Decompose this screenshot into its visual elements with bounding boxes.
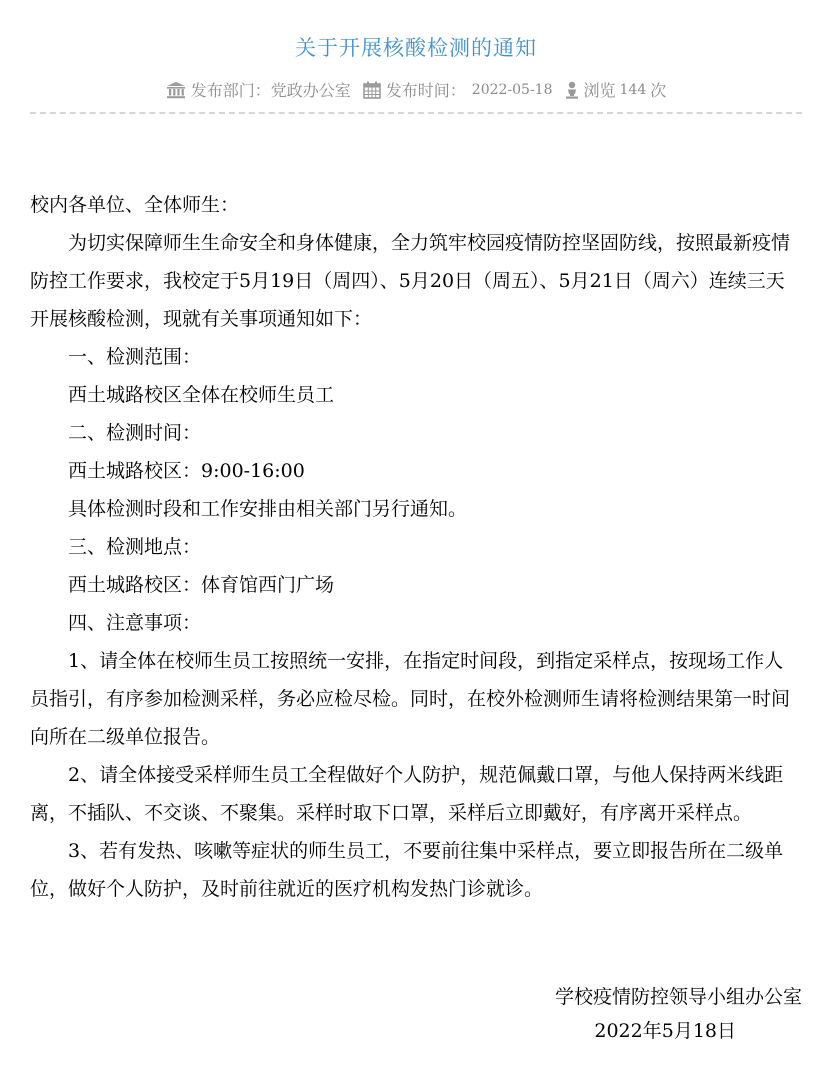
views-count: 144 bbox=[619, 81, 647, 98]
signature bbox=[555, 980, 802, 1048]
department-value: 党政办公室 bbox=[270, 81, 351, 100]
note-item-2: 2、请全体接受采样师生员工全程做好个人防护，规范佩戴口罩，与他人保持两米线距离，不插队、不交谈、不聚集。采样时取下口罩，采样后立即戴好，有序离开采样点。 bbox=[30, 764, 784, 824]
department-info bbox=[166, 78, 351, 101]
signature-date: 2022年5月18日 bbox=[594, 1020, 736, 1042]
note-item-3: 3、若有发热、咳嗽等症状的师生员工，不要前往集中采样点，要立即报告所在二级单位，做好个人防护，及时前往就近的医疗机构发热门诊就诊。 bbox=[30, 840, 784, 900]
time-info bbox=[363, 78, 553, 101]
scope-text: 西土城路校区全体在校师生员工 bbox=[68, 384, 335, 406]
time-note: 具体检测时段和工作安排由相关部门另行通知。 bbox=[68, 498, 468, 520]
section-heading-notes: 四、注意事项： bbox=[68, 612, 202, 634]
time-label: 发布时间： bbox=[385, 81, 466, 100]
page-title: 关于开展核酸检测的通知 bbox=[295, 36, 537, 60]
views-info bbox=[565, 78, 667, 101]
meta-bar bbox=[0, 78, 832, 101]
section-heading-scope: 一、检测范围： bbox=[68, 346, 202, 368]
section-heading-location: 三、检测地点： bbox=[68, 536, 202, 558]
note-item-1: 1、请全体在校师生员工按照统一安排，在指定时间段，到指定采样点，按现场工作人员指引，有序参加检测采样，务必应检尽检。同时，在校外检测师生请将检测结果第一时间向所在二级单位报告。 bbox=[30, 650, 791, 748]
intro-paragraph: 为切实保障师生生命安全和身体健康，全力筑牢校园疫情防控坚固防线，按照最新疫情防控工作要求，我校定于5月19日（周四）、5月20日（周五）、5月21日（周六）连续三天开展核酸检测，现就有关事项通知如下： bbox=[30, 232, 791, 330]
calendar-icon bbox=[363, 81, 381, 99]
department-label: 发布部门： bbox=[190, 81, 271, 100]
time-text: 西土城路校区：9:00-16:00 bbox=[68, 460, 305, 482]
salutation: 校内各单位、全体师生： bbox=[30, 194, 240, 216]
location-text: 西土城路校区：体育馆西门广场 bbox=[68, 574, 335, 596]
signature-org: 学校疫情防控领导小组办公室 bbox=[554, 986, 802, 1008]
views-unit: 次 bbox=[650, 81, 667, 100]
person-icon bbox=[565, 81, 579, 99]
building-icon bbox=[166, 81, 186, 99]
notice-body bbox=[30, 186, 802, 908]
divider bbox=[30, 112, 802, 114]
time-value: 2022-05-18 bbox=[471, 81, 553, 98]
views-label: 浏览 bbox=[583, 81, 616, 100]
section-heading-time: 二、检测时间： bbox=[68, 422, 202, 444]
